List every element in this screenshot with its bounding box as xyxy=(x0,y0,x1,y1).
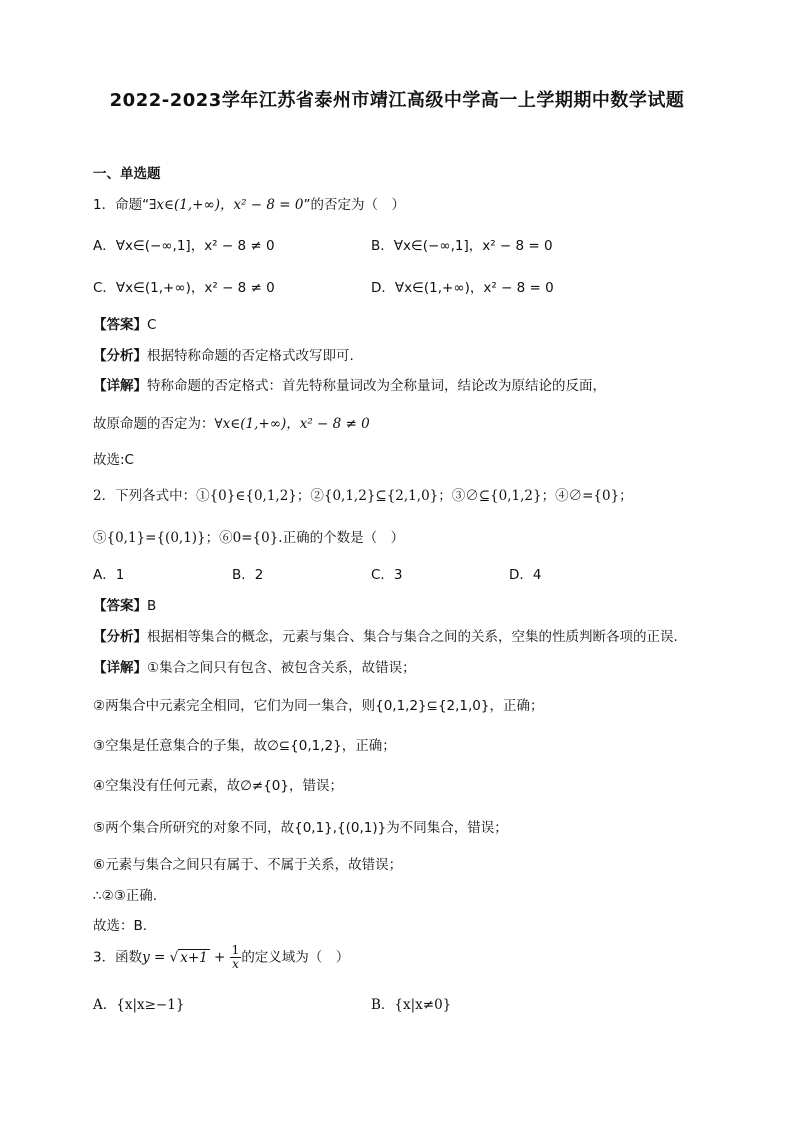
q2-answer-value: B xyxy=(147,598,157,614)
q1-stem-pre: 1．命题“ xyxy=(93,197,150,213)
q2-detail-4: ④空集没有任何元素，故∅≠{0}，错误； xyxy=(93,778,343,794)
q3-y: y xyxy=(142,949,150,966)
q2-detail-6: ⑥元素与集合之间只有属于、不属于关系，故错误； xyxy=(93,857,403,873)
q1-answer-tag: 【答案】 xyxy=(93,317,147,333)
q2-stem-line1: 2．下列各式中：①{0}∈{0,1,2}；②{0,1,2}⊆{2,1,0}；③∅⊆{0,1,2}；④∅={0}； xyxy=(93,488,633,504)
q2-option-b: B．2 xyxy=(232,567,264,583)
q2-detail-3: ③空集是任意集合的子集，故∅⊆{0,1,2}，正确； xyxy=(93,738,396,754)
q2-detail-5: ⑤两个集合所研究的对象不同，故{0,1},{(0,1)}为不同集合，错误； xyxy=(93,820,508,836)
q1-option-c: C．∀x∈(1,+∞)，x² − 8 ≠ 0 xyxy=(93,280,275,296)
q3-stem-pre: 3．函数 xyxy=(93,949,143,966)
q2-option-a: A．1 xyxy=(93,567,125,583)
q2-detail-tag: 【详解】 xyxy=(93,660,147,676)
q1-detail2-math: ∀x∈(1,+∞)，x² − 8 ≠ 0 xyxy=(214,416,370,432)
q2-detail-1 xyxy=(93,656,416,676)
q3-frac-numerator: 1 xyxy=(231,943,240,957)
q1-stem xyxy=(93,193,405,213)
q2-stem-line2: ⑤{0,1}={(0,1)}；⑥0={0}.正确的个数是（ ） xyxy=(93,530,405,546)
q1-answer-value: C xyxy=(147,317,157,333)
q1-option-a: A．∀x∈(−∞,1]，x² − 8 ≠ 0 xyxy=(93,238,275,254)
q2-answer xyxy=(93,594,156,614)
q3-stem xyxy=(93,944,349,971)
q2-detail-1-text: ①集合之间只有包含、被包含关系，故错误； xyxy=(147,660,416,676)
q1-detail-text: 特称命题的否定格式：首先特称量词改为全称量词，结论改为原结论的反面， xyxy=(147,378,606,394)
q2-analysis-tag: 【分析】 xyxy=(93,629,147,645)
q1-stem-post: ”的否定为（ ） xyxy=(303,197,405,213)
section-heading: 一、单选题 xyxy=(93,166,161,182)
q1-choose: 故选:C xyxy=(93,452,134,468)
q3-radicand: x+1 xyxy=(180,949,208,966)
q3-sqrt: √ x+1 xyxy=(169,949,208,966)
q2-detail-2: ②两集合中元素完全相同，它们为同一集合，则{0,1,2}⊆{2,1,0}，正确； xyxy=(93,698,544,714)
q3-stem-post: 的定义域为（ ） xyxy=(241,949,350,966)
q2-option-c: C．3 xyxy=(371,567,403,583)
page-title: 2022-2023学年江苏省泰州市靖江高级中学高一上学期期中数学试题 xyxy=(109,90,685,111)
q2-option-d: D．4 xyxy=(509,567,542,583)
q2-conclusion: ∴②③正确. xyxy=(93,888,158,904)
q1-analysis xyxy=(93,344,354,364)
q1-detail-2 xyxy=(93,412,370,432)
q1-analysis-tag: 【分析】 xyxy=(93,348,147,364)
q1-analysis-text: 根据特称命题的否定格式改写即可. xyxy=(147,348,354,364)
q1-detail-tag: 【详解】 xyxy=(93,378,147,394)
q3-option-a: A．{x|x≥−1} xyxy=(93,997,185,1013)
q1-option-d: D．∀x∈(1,+∞)，x² − 8 = 0 xyxy=(371,280,554,296)
q2-choose: 故选：B. xyxy=(93,918,148,934)
q2-analysis xyxy=(93,625,678,645)
q3-eq: = xyxy=(149,949,170,966)
q1-option-b: B．∀x∈(−∞,1]，x² − 8 = 0 xyxy=(371,238,553,254)
q2-answer-tag: 【答案】 xyxy=(93,598,147,614)
q1-detail2-pre: 故原命题的否定为： xyxy=(93,416,215,432)
q2-analysis-text: 根据相等集合的概念，元素与集合、集合与集合之间的关系，空集的性质判断各项的正误. xyxy=(147,629,678,645)
q3-plus: + xyxy=(209,949,230,966)
q3-frac-denominator: x xyxy=(232,957,239,971)
q3-option-b: B．{x|x≠0} xyxy=(371,997,452,1013)
q1-answer xyxy=(93,313,156,333)
q1-stem-math: ∃x∈(1,+∞)，x² − 8 = 0 xyxy=(149,197,304,213)
q3-fraction xyxy=(230,944,242,971)
q1-detail xyxy=(93,374,606,394)
